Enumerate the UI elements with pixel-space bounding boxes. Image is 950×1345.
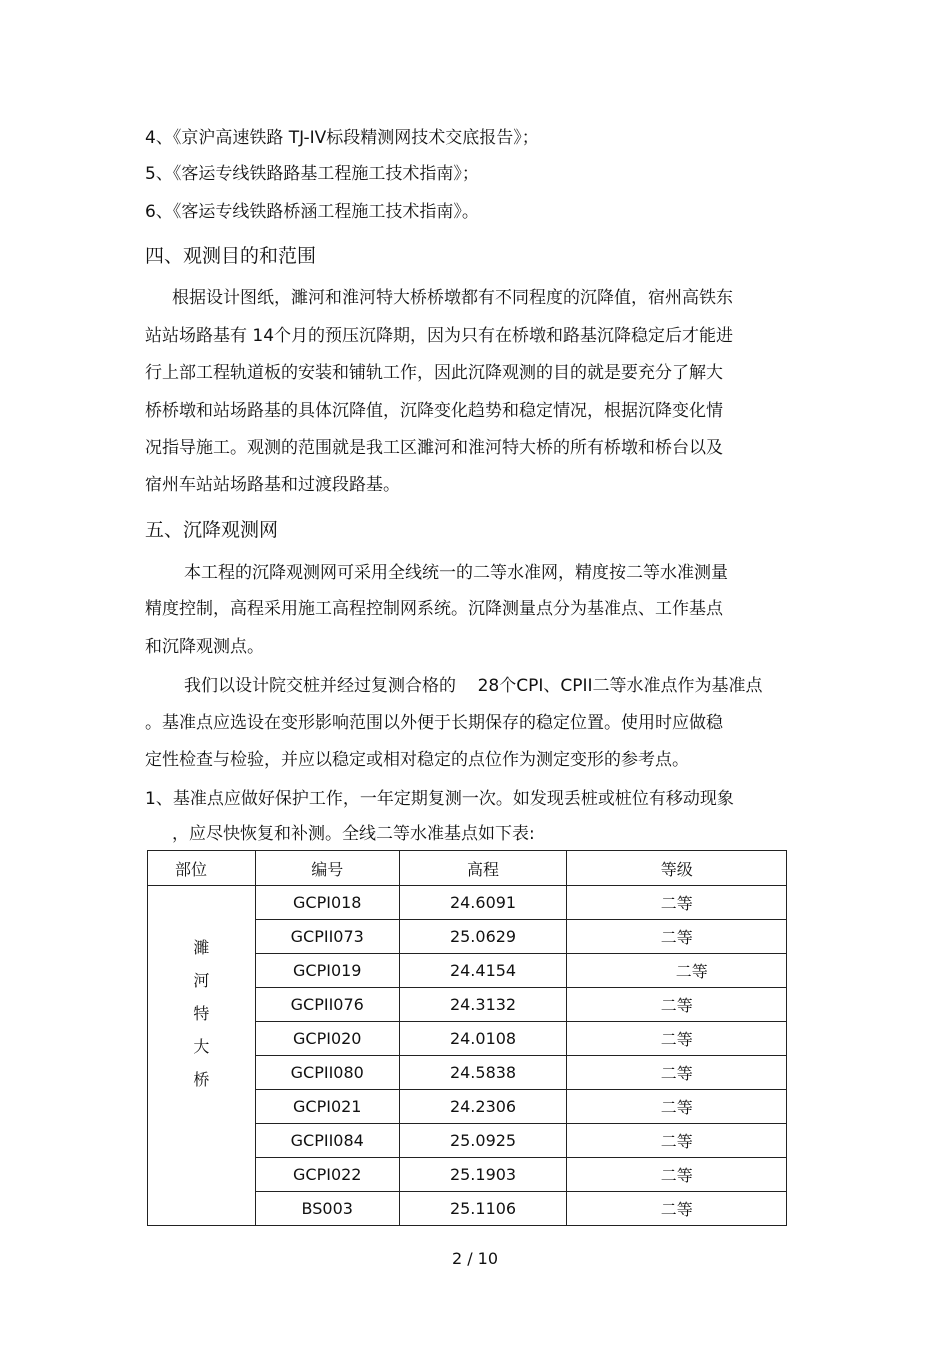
cell-elevation: 25.1106: [399, 1192, 567, 1226]
cell-grade: 二等: [567, 886, 787, 920]
cell-id: GCPII084: [255, 1124, 399, 1158]
table-header-row: [148, 851, 787, 886]
paragraph-line: 定性检查与检验，并应以稳定或相对稳定的点位作为测定变形的参考点。: [145, 750, 689, 770]
cell-grade: 二等: [567, 920, 787, 954]
cell-id: GCPII076: [255, 988, 399, 1022]
table-row: [148, 886, 787, 920]
paragraph-line: 桥桥墩和站场路基的具体沉降值，沉降变化趋势和稳定情况，根据沉降变化情: [145, 401, 723, 421]
cell-id: GCPI019: [255, 954, 399, 988]
reference-item: 4、《京沪高速铁路 TJ-IV标段精测网技术交底报告》；: [145, 128, 539, 148]
header-elevation: 高程: [399, 851, 567, 886]
reference-item: 5、《客运专线铁路路基工程施工技术指南》；: [145, 164, 479, 184]
section-heading-settlement-network: 五、沉降观测网: [145, 519, 279, 541]
cell-id: GCPII080: [255, 1056, 399, 1090]
paragraph-line: 站站场路基有 14个月的预压沉降期，因为只有在桥墩和路基沉降稳定后才能进: [145, 326, 734, 346]
header-id: 编号: [255, 851, 399, 886]
paragraph-line: 宿州车站站场路基和过渡段路基。: [145, 475, 400, 495]
paragraph-line: 行上部工程轨道板的安装和铺轨工作，因此沉降观测的目的就是要充分了解大: [145, 363, 723, 383]
cell-id: GCPI020: [255, 1022, 399, 1056]
cell-id: GCPI021: [255, 1090, 399, 1124]
paragraph-line: ，应尽快恢复和补测。全线二等水准基点如下表:: [172, 824, 535, 844]
section-heading-observation-purpose: 四、观测目的和范围: [145, 245, 317, 267]
reference-item: 6、《客运专线铁路桥涵工程施工技术指南》。: [145, 202, 479, 222]
cell-elevation: 24.6091: [399, 886, 567, 920]
cell-elevation: 24.5838: [399, 1056, 567, 1090]
cell-grade: 二等: [567, 988, 787, 1022]
cell-id: GCPI018: [255, 886, 399, 920]
cell-elevation: 25.1903: [399, 1158, 567, 1192]
cell-grade: 二等: [567, 1124, 787, 1158]
cell-id: GCPI022: [255, 1158, 399, 1192]
location-cell: 濉 河 特 大 桥: [148, 886, 256, 1226]
cell-grade: 二等: [567, 954, 787, 988]
paragraph-line: 我们以设计院交桩并经过复测合格的 28个CPI、CPII二等水准点作为基准点: [184, 676, 763, 696]
cell-grade: 二等: [567, 1022, 787, 1056]
paragraph-line: 况指导施工。观测的范围就是我工区濉河和淮河特大桥的所有桥墩和桥台以及: [145, 438, 723, 458]
cell-elevation: 24.2306: [399, 1090, 567, 1124]
benchmark-table: [147, 850, 787, 1226]
cell-id: BS003: [255, 1192, 399, 1226]
cell-elevation: 24.0108: [399, 1022, 567, 1056]
cell-elevation: 24.4154: [399, 954, 567, 988]
cell-grade: 二等: [567, 1056, 787, 1090]
paragraph-line: 根据设计图纸，濉河和淮河特大桥桥墩都有不同程度的沉降值，宿州高铁东: [172, 288, 733, 308]
cell-grade: 二等: [567, 1158, 787, 1192]
page-number: 2 / 10: [451, 1249, 499, 1268]
cell-elevation: 25.0629: [399, 920, 567, 954]
cell-elevation: 24.3132: [399, 988, 567, 1022]
cell-grade: 二等: [567, 1090, 787, 1124]
paragraph-line: 1、基准点应做好保护工作，一年定期复测一次。如发现丢桩或桩位有移动现象: [145, 789, 734, 809]
cell-grade: 二等: [567, 1192, 787, 1226]
paragraph-line: 和沉降观测点。: [145, 637, 264, 657]
cell-id: GCPII073: [255, 920, 399, 954]
paragraph-line: 。基准点应选设在变形影响范围以外便于长期保存的稳定位置。使用时应做稳: [145, 713, 723, 733]
paragraph-line: 本工程的沉降观测网可采用全线统一的二等水准网，精度按二等水准测量: [184, 563, 728, 583]
header-location: 部位: [148, 851, 256, 886]
paragraph-line: 精度控制，高程采用施工高程控制网系统。沉降测量点分为基准点、工作基点: [145, 599, 723, 619]
cell-elevation: 25.0925: [399, 1124, 567, 1158]
header-grade: 等级: [567, 851, 787, 886]
